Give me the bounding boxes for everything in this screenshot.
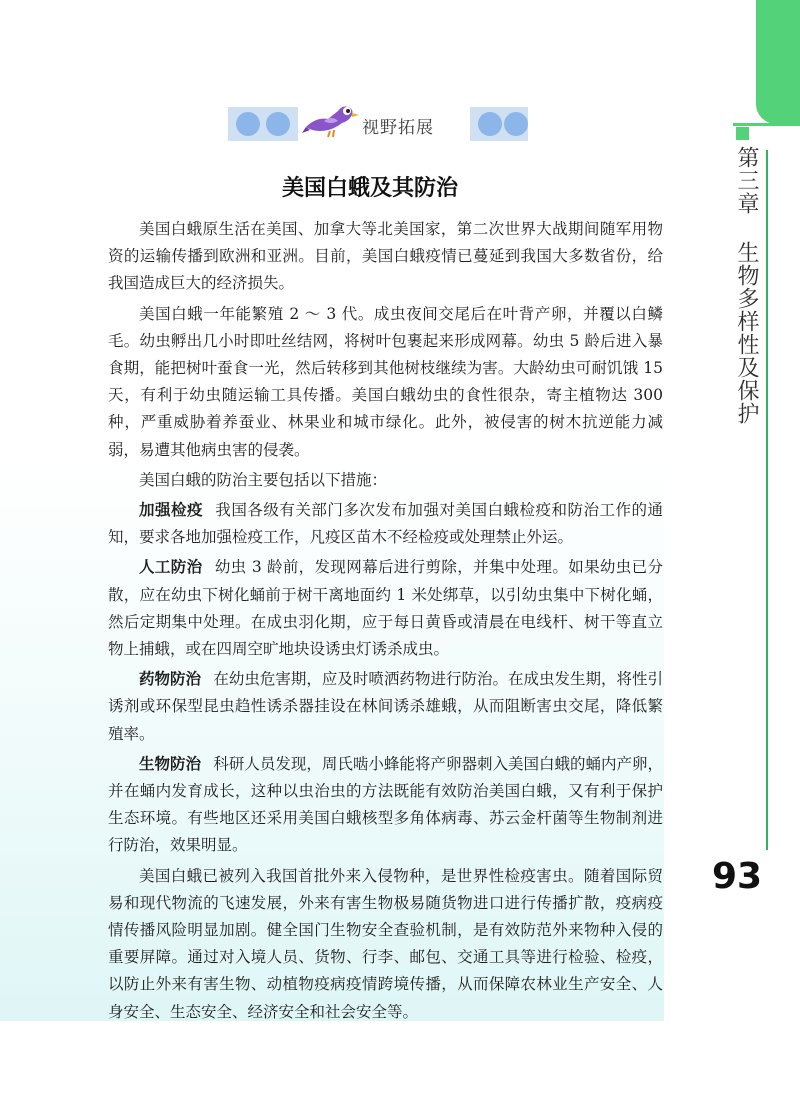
chapter-title: 第三章 生物多样性及保护 (734, 146, 759, 425)
side-divider (766, 150, 768, 850)
banner-dot-icon (266, 112, 290, 136)
paragraph (108, 666, 663, 748)
paragraph (108, 301, 663, 464)
paragraph-text: 我国各级有关部门多次发布加强对美国白蛾检疫和防治工作的通知，要求各地加强检疫工作，凡疫区苗木不经检疫或处理禁止外运。 (108, 501, 663, 547)
paragraph-text: 幼虫 3 龄前，发现网幕后进行剪除，并集中处理。如果幼虫已分散，应在幼虫下树化蛹前于树干离地面约 1 米处绑草，以引幼虫集中下树化蛹，然后定期集中处理。在成虫羽化期，应于每日黄昏或清晨在电线杆、树干等直立物上捕蛾，或在四周空旷地块设诱虫灯诱杀成虫。 (108, 558, 663, 659)
banner-label: 视野拓展 (362, 118, 434, 138)
banner-dot-icon (236, 112, 260, 136)
section-banner (228, 107, 528, 141)
article-title: 美国白蛾及其防治 (281, 176, 458, 201)
chapter-marker-icon (736, 127, 749, 140)
paragraph-text: 美国白蛾已被列入我国首批外来入侵物种，是世界性检疫害虫。随着国际贸易和现代物流的飞速发展，外来有害生物极易随货物进口进行传播扩散，疫病疫情传播风险明显加剧。健全国门生物安全查验机制，是有效防范外来物种入侵的重要屏障。通过对入境人员、货物、行李、邮包、交通工具等进行检验、检疫，以防止外来有害生物、动植物疫病疫情跨境传播，从而保障农林业生产安全、人身安全、生态安全、经济安全和社会安全等。 (108, 866, 663, 1021)
paragraph-text: 美国白蛾的防治主要包括以下措施： (139, 470, 388, 489)
paragraph-heading: 生物防治 (139, 754, 202, 773)
paragraph (108, 554, 663, 663)
chapter-tab (756, 0, 800, 124)
paragraph-text: 在幼虫危害期，应及时喷洒药物进行防治。在成虫发生期，将性引诱剂或环保型昆虫趋性诱杀器挂设在林间诱杀雄蛾，从而阻断害虫交尾，降低繁殖率。 (108, 670, 663, 743)
paragraph (108, 216, 663, 298)
article-body (108, 216, 663, 1029)
banner-dot-icon (478, 112, 502, 136)
paragraph-text: 美国白蛾原生活在美国、加拿大等北美国家，第二次世界大战期间随军用物资的运输传播到欧洲和亚洲。目前，美国白蛾疫情已蔓延到我国大多数省份，给我国造成巨大的经济损失。 (108, 220, 663, 293)
page-number: 93 (712, 856, 763, 897)
paragraph (108, 863, 663, 1026)
paragraph (108, 467, 663, 494)
paragraph-heading: 人工防治 (139, 558, 203, 577)
paragraph-text: 美国白蛾一年能繁殖 2 ～ 3 代。成虫夜间交尾后在叶背产卵，并覆以白鳞毛。幼虫孵出几小时即吐丝结网，将树叶包裹起来形成网幕。幼虫 5 龄后进入暴食期，能把树叶蚕食一光，然后转移到其他树枝继续为害。大龄幼虫可耐饥饿 15 天，有利于幼虫随运输工具传播。美国白蛾幼虫的食性很杂，寄主植物达 300 种，严重威胁着养蚕业、林果业和城市绿化。此外，被侵害的树木抗逆能力减弱，易遭其他病虫害的侵袭。 (108, 304, 663, 459)
chapter-rule (733, 123, 800, 126)
paragraph (108, 751, 663, 860)
banner-dot-icon (504, 112, 528, 136)
paragraph-text: 科研人员发现，周氏啮小蜂能将产卵器刺入美国白蛾的蛹内产卵，并在蛹内发育成长，这种以虫治虫的方法既能有效防治美国白蛾，又有利于保护生态环境。有些地区还采用美国白蛾核型多角体病毒、苏云金杆菌等生物制剂进行防治，效果明显。 (108, 754, 663, 855)
paragraph-heading: 加强检疫 (139, 501, 204, 520)
bird-icon (302, 97, 362, 141)
paragraph (108, 497, 663, 551)
paragraph-heading: 药物防治 (139, 670, 202, 689)
